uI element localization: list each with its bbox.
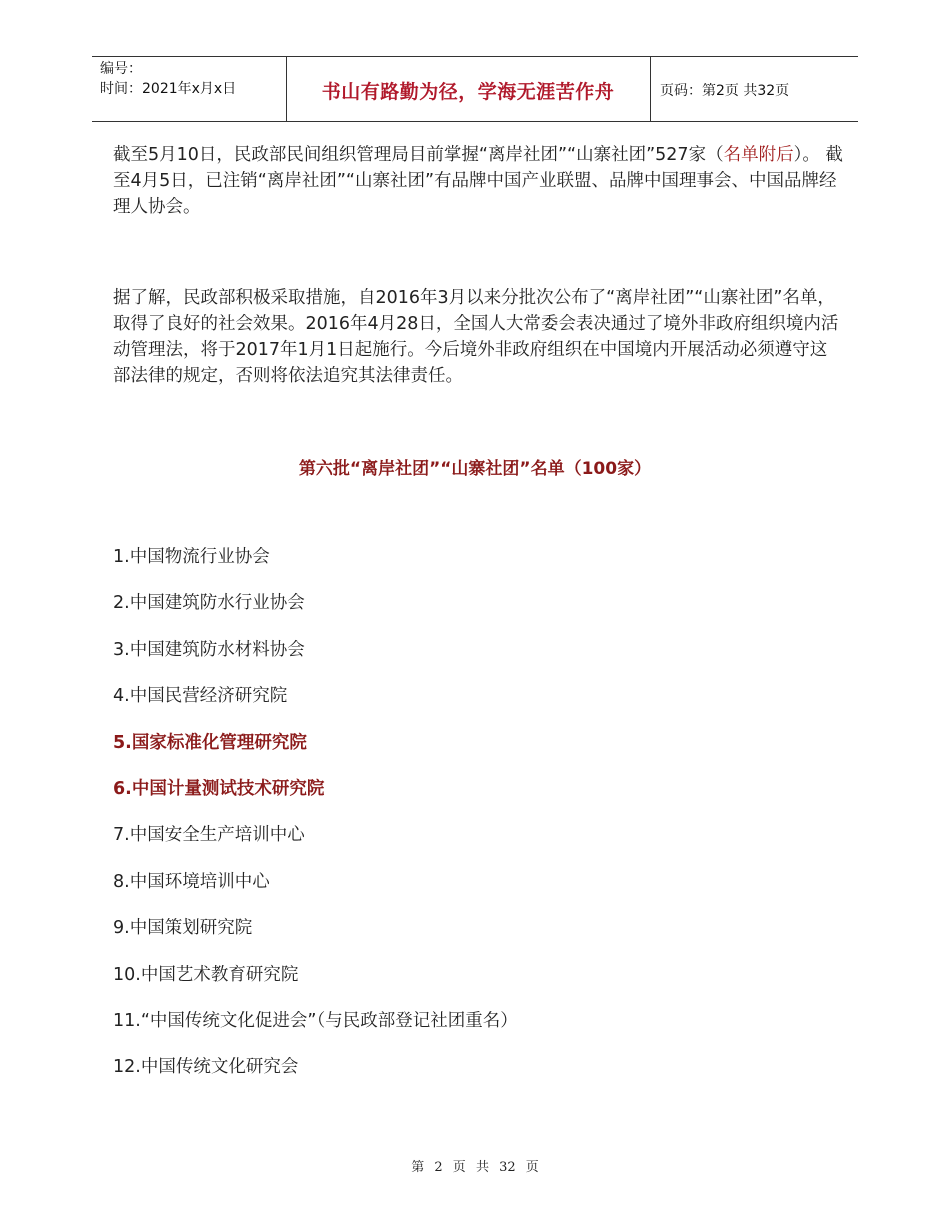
paragraph-ministry-measures: 据了解，民政部积极采取措施，自2016年3月以来分批次公布了“离岸社团”“山寨社团”名单，取得了良好的社会效果。2016年4月28日，全国人大常委会表决通过了境外非政府组织境内活动管理法，将于2017年1月1日起施行。今后境外非政府组织在中国境内开展活动必须遵守这部法律的规定，否则将依法追究其法律责任。 [113, 288, 839, 386]
list-item-highlighted: 6.中国计量测试技术研究院 [113, 778, 325, 799]
page-footer [0, 1156, 950, 1175]
paragraph1-text-end: ）。 截至4月5日，已注销“离岸社团”“山寨社团”有品牌中国产业联盟、品牌中国理事会、中国品牌经理人协会。 [113, 145, 843, 217]
footer-ye: 页 [452, 1160, 466, 1175]
header-time-label: 时间：2021年x月x日 [100, 81, 237, 97]
list-item: 8.中国环境培训中心 [113, 871, 270, 892]
organization-list [113, 543, 853, 1100]
list-item: 12.中国传统文化研究会 [113, 1057, 299, 1078]
header-number-label: 编号： [100, 61, 142, 77]
footer-di: 第 [411, 1160, 425, 1175]
list-item: 11.“中国传统文化促进会”（与民政部登记社团重名） [113, 1010, 518, 1031]
list-item: 4.中国民营经济研究院 [113, 686, 288, 707]
list-item: 10.中国艺术教育研究院 [113, 964, 299, 985]
list-item: 1.中国物流行业协会 [113, 547, 270, 567]
footer-total-pages: 32 [499, 1160, 516, 1175]
list-item: 2.中国建筑防水行业协会 [113, 593, 305, 614]
paragraph-registry-count [113, 142, 843, 220]
list-item: 9.中国策划研究院 [113, 918, 253, 939]
list-item: 3.中国建筑防水材料协会 [113, 639, 305, 660]
list-title: 第六批“离岸社团”“山寨社团”名单（100家） [298, 459, 652, 479]
header-meta [100, 59, 236, 99]
paragraph1-text: 截至5月10日，民政部民间组织管理局目前掌握“离岸社团”“山寨社团”527家（ [113, 145, 724, 165]
header-motto: 书山有路勤为径，学海无涯苦作舟 [321, 80, 615, 103]
list-item: 7.中国安全生产培训中心 [113, 825, 305, 846]
list-attached-link: 名单附后 [723, 145, 794, 165]
footer-ye2: 页 [525, 1160, 539, 1175]
header-divider [650, 57, 651, 121]
footer-gong: 共 [475, 1160, 489, 1175]
header-page-info: 页码：第2页 共32页 [660, 83, 790, 99]
list-item-highlighted: 5.国家标准化管理研究院 [113, 732, 307, 753]
footer-page-number: 2 [434, 1160, 443, 1175]
page-header [92, 56, 858, 122]
